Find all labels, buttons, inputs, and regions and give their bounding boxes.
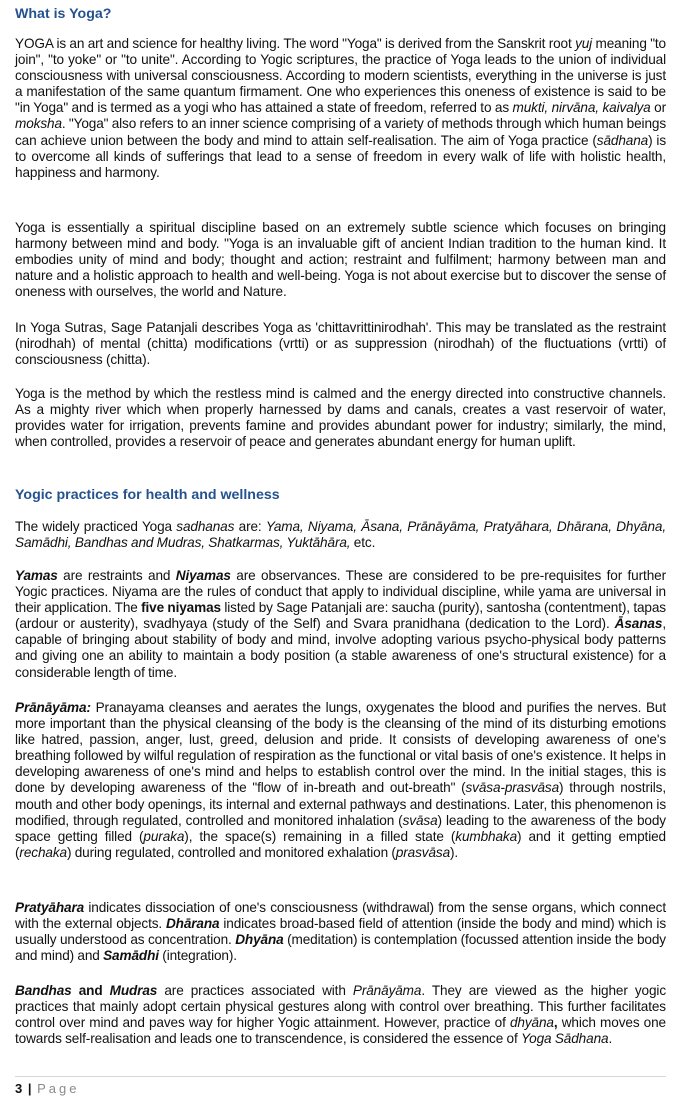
bold-italic-term: Niyamas [175,568,231,583]
page-label: Page [37,1081,80,1096]
italic-term: Yoga Sādhana [520,1031,609,1047]
text-run: ), the space(s) remaining in a filled state ( [184,828,456,844]
bold-italic-term: Dhārana [165,916,220,932]
heading-what-is-yoga: What is Yoga? [15,6,112,22]
footer-divider [15,1076,666,1077]
text-run: are restraints and [57,568,176,583]
text-run: , capable of bringing about stability of body and mind, involve adopting various psycho-physical body patterns and giving one an ability to maintain a body position (a stable awareness of one's structural existence) for a considerable length of time. [15,616,666,680]
text-run: ) and it getting emptied ( [15,828,666,860]
page-footer [15,1081,80,1097]
italic-term: prasvāsa [395,844,451,860]
italic-term: puraka [143,828,185,844]
text-run: In Yoga Sutras, Sage Patanjali describes Yoga as 'chittavrittinirodhah'. This may be translated as the restraint (nirodhah) of mental (chitta) modifications (vrtti) or as suppression (nirodhah) of the fluctuations (vrtti) of consciousness (chitta). [15,320,666,368]
text-run: listed by Sage Patanjali are: saucha (purity), santosha (contentment), tapas (ardour or austerity), svadhyaya (study of the Self) and Svara pranidhana (dedication to the Lord). [15,600,666,632]
bold-italic-term: Samādhi [103,948,159,964]
text-run: Yoga is essentially a spiritual discipline based on an extremely subtle science which focuses on bringing harmony between mind and body. "Yoga is an invaluable gift of ancient Indian tradition to the human kind. It embodies unity of mind and body; thought and action; restraint and fulfilment; harmony between man and nature and a holistic approach to health and well-being. Yoga is not about exercise but to discover the sense of oneness with ourselves, the world and Nature. [15,220,666,300]
footer-separator: | [27,1081,32,1096]
paragraph [15,386,666,450]
bold-italic-term: Āsanas [614,616,663,632]
text-run: or [650,100,666,116]
bold-term: five niyamas [141,600,221,616]
italic-term: mukti, nirvāna, kaivalya [512,100,651,116]
text-run: . They are viewed as the higher yogic practices that mainly adopt certain physical gestures along with control over breathing. This further facilitates control over mind and paves way for higher Yogic attainment. However, practice of [15,983,666,1031]
paragraph [15,220,666,300]
italic-term: sadhanas [176,519,235,534]
italic-term: dhyāna [509,1015,554,1031]
text-run: which moves one towards self-realisation and leads one to transcendence, is considered the essence of [15,1015,666,1047]
paragraph [15,519,666,551]
text-run: are: [234,519,266,534]
text-run: indicates dissociation of one's consciousness (withdrawal) from the sense organs, which connect with the external objects. [15,900,666,932]
bold-italic-term: Pratyāhara [15,900,85,915]
paragraph [15,568,666,681]
text-run: ). [450,844,459,860]
text-run: ) through nostrils, mouth and other body openings, its internal and external pathways and destinations. Later, this phenomenon is modified, through regulated, controlled and monitored inhalation ( [15,780,667,828]
text-run: meaning "to join", "to yoke" or "to unite". According to Yogic scriptures, the practice of Yoga leads to the union of individual consciousness with universal consciousness. According to modern scientists, everything in the universe is just a manifestation of the same quantum firmament. One who experiences this oneness of existence is said to be "in Yoga" and is termed as a yogi who has attained a state of freedom, referred to as [15,36,666,116]
bold-italic-term: Dhyāna [235,932,284,948]
text-run: ) is to overcome all kinds of sufferings that lead to a sense of freedom in every walk of life with holistic health, happiness and harmony. [15,132,667,180]
bold-italic-term: Prānāyāma: [15,700,91,715]
italic-term: Prānāyāma [352,983,422,998]
italic-term: moksha [15,116,62,132]
paragraph [15,983,666,1047]
text-run: . [608,1031,613,1047]
text-run: etc. [350,535,376,551]
text-run: (integration). [158,948,237,964]
paragraph [15,36,666,181]
italic-term: svāsa [402,812,438,828]
bold-italic-term: Bandhas [15,983,72,998]
text-run: (meditation) is contemplation (focussed attention inside the body and mind) and [15,932,666,964]
heading-yogic-practices: Yogic practices for health and wellness [15,487,280,503]
text-run: are practices associated with [157,983,353,998]
italic-term: kumbhaka [455,828,518,844]
paragraph [15,700,666,861]
paragraph [15,320,666,368]
bold-term: and [71,983,110,998]
bold-italic-term: Yamas [15,568,58,583]
text-run: Pranayama cleanses and aerates the lungs, oxygenates the blood and purifies the nerves. But more important than the physical cleansing of the body is the cleansing of the mind of its disturbing emotions like hatred, passion, anger, lust, greed, delusion and pride. It consists of developing awareness of one's breathing followed by wilful regulation of respiration as the functional or vital basis of one's existence. It helps in developing awareness of one's mind and helps to establish control over the mind. In the initial stages, this is done by developing awareness of the "flow of in-breath and out-breath" ( [15,700,666,796]
bold-term: , [553,1015,558,1031]
italic-term: svāsa-prasvāsa [465,780,560,796]
italic-term: yuj [575,36,593,51]
text-run: YOGA is an art and science for healthy living. The word "Yoga" is derived from the Sanskrit root [15,36,576,51]
text-run: ) during regulated, controlled and monitored exhalation ( [66,844,396,860]
text-run: . "Yoga" also refers to an inner science comprising of a variety of methods through which human beings can achieve union between the body and mind to attain self-realisation. The aim of Yoga practice ( [15,116,666,148]
italic-term: rechaka [19,844,67,860]
paragraph [15,900,666,964]
text-run: ) leading to the awareness of the body space getting filled ( [15,812,666,844]
text-run: indicates broad-based field of attention (inside the body and mind) which is usually understood as concentration. [15,916,666,948]
italic-term: sādhana [596,132,649,148]
page-number: 3 [15,1081,23,1096]
text-run: are observances. These are considered to be pre-requisites for further Yogic practices. Niyama are the rules of conduct that apply to individual discipline, while yama are universal in their application. The [15,568,666,616]
text-run: The widely practiced Yoga [15,519,177,534]
bold-italic-term: Mudras [109,983,158,998]
text-run: Yoga is the method by which the restless mind is calmed and the energy directed into constructive channels. As a mighty river which when properly harnessed by dams and canals, creates a vast reservoir of water, provides water for irrigation, prevents famine and provides abundant power for industry; similarly, the mind, when controlled, provides a reservoir of peace and generates abundant energy for human uplift. [15,386,666,450]
italic-term: Yama, Niyama, Āsana, Prānāyāma, Pratyāhara, Dhārana, Dhyāna, Samādhi, Bandhas and Mudras, Shatkarmas, Yuktāhāra, [15,519,666,551]
